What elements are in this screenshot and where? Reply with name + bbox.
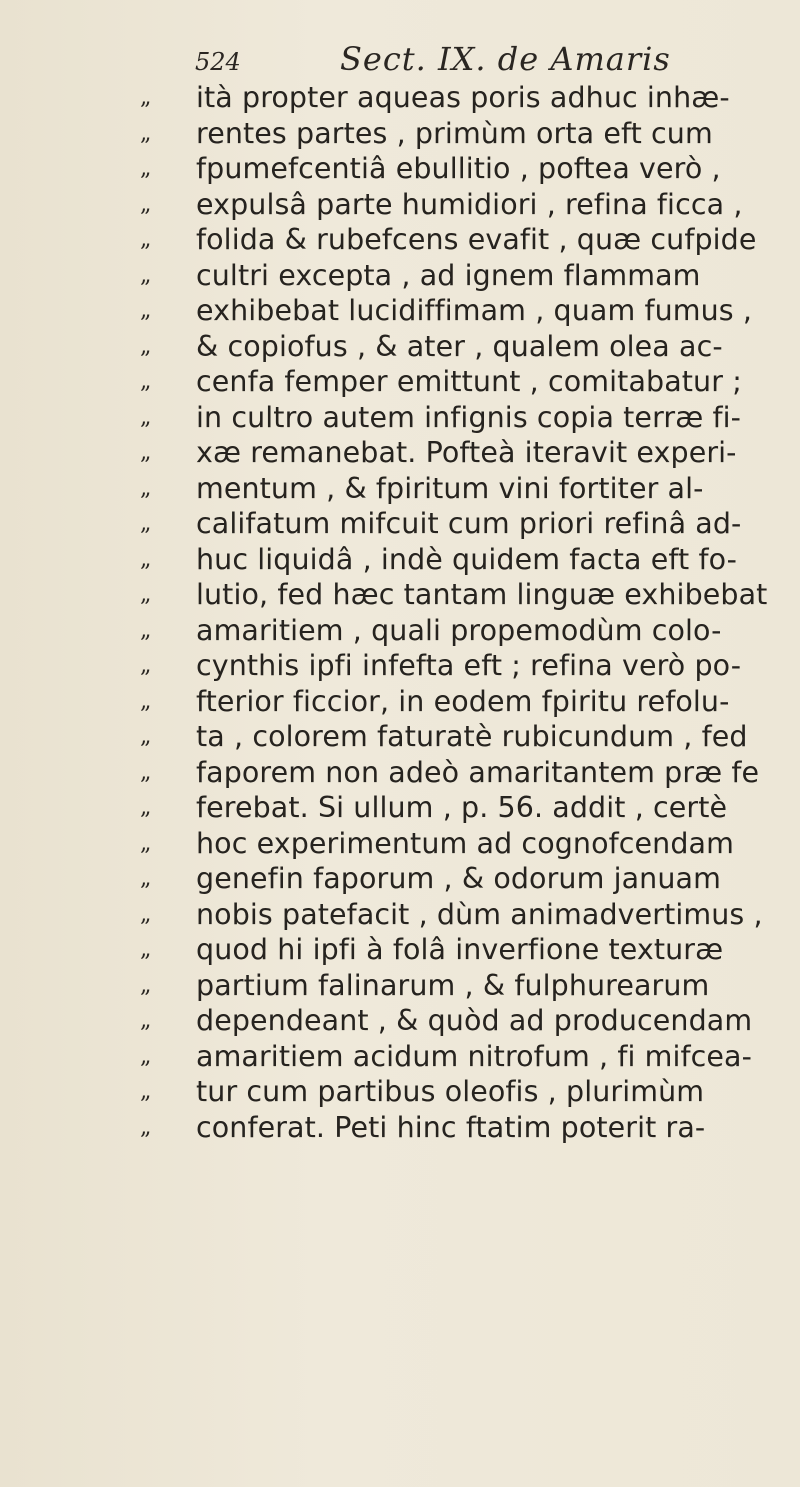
quote-mark: „ [140, 1008, 152, 1033]
text-line [140, 293, 780, 329]
line-text: fpumefcentiâ ebullitio , poftea verò , [196, 152, 721, 185]
line-text: cynthis ipfi infefta eft ; refina verò po- [196, 649, 742, 682]
quote-mark: „ [140, 866, 152, 891]
page-header [0, 26, 800, 76]
quote-mark: „ [140, 1043, 152, 1069]
quote-mark: „ [140, 298, 152, 323]
text-line [140, 400, 780, 436]
line-text: expulsâ parte humidiori , refina ficca , [196, 187, 743, 221]
text-line [140, 648, 780, 684]
line-text: faporem non adeò amaritantem præ fe [196, 755, 760, 789]
text-line [140, 577, 780, 613]
line-text: & copiofus , & ater , qualem olea ac- [196, 329, 723, 363]
quote-mark: „ [140, 830, 152, 856]
quote-mark: „ [140, 617, 152, 643]
line-text: huc liquidâ , indè quidem facta eft fo- [196, 542, 738, 576]
quote-mark: „ [140, 191, 152, 217]
text-line [140, 329, 780, 365]
text-line [140, 116, 780, 152]
line-text: tur cum partibus oleofis , plurimùm [196, 1075, 705, 1108]
running-head: Sect. IX. de Amaris [340, 40, 671, 78]
body-text [140, 80, 780, 1145]
text-line [140, 542, 780, 578]
line-text: califatum mifcuit cum priori refinâ ad- [196, 507, 742, 540]
text-line [140, 968, 780, 1004]
quote-mark: „ [140, 475, 152, 501]
text-line [140, 897, 780, 933]
quote-mark: „ [140, 688, 152, 714]
line-text: folida & rubefcens evafit , quæ cufpide [196, 223, 757, 256]
line-text: lutio, fed hæc tantam linguæ exhibebat [196, 578, 768, 611]
text-line [140, 435, 780, 471]
text-line [140, 755, 780, 791]
quote-mark: „ [140, 1079, 152, 1104]
text-line [140, 1110, 780, 1146]
text-line [140, 187, 780, 223]
text-line [140, 826, 780, 862]
quote-mark: „ [140, 227, 152, 252]
quote-mark: „ [140, 546, 152, 572]
text-line [140, 861, 780, 897]
line-text: fterior ficcior, in eodem fpiritu refolu- [196, 684, 730, 718]
quote-mark: „ [140, 511, 152, 536]
line-text: nobis patefacit , dùm animadvertimus , [196, 897, 763, 931]
quote-mark: „ [140, 1114, 152, 1140]
text-line [140, 1039, 780, 1075]
line-text: genefin faporum , & odorum januam [196, 862, 721, 895]
text-line [140, 684, 780, 720]
quote-mark: „ [140, 724, 152, 749]
line-text: in cultro autem infignis copia terræ fi- [196, 400, 741, 434]
text-line [140, 506, 780, 542]
line-text: ferebat. Si ullum , p. 56. addit , certè [196, 791, 728, 824]
text-line [140, 1003, 780, 1039]
quote-mark: „ [140, 369, 152, 394]
quote-mark: „ [140, 404, 152, 430]
text-line [140, 1074, 780, 1110]
quote-mark: „ [140, 759, 152, 785]
line-text: cenfa femper emittunt , comitabatur ; [196, 365, 742, 398]
quote-mark: „ [140, 901, 152, 927]
line-text: hoc experimentum ad cognofcendam [196, 826, 734, 860]
quote-mark: „ [140, 653, 152, 678]
line-text: amaritiem , quali propemodùm colo- [196, 613, 722, 647]
quote-mark: „ [140, 85, 152, 110]
quote-mark: „ [140, 972, 152, 998]
text-line [140, 364, 780, 400]
quote-mark: „ [140, 937, 152, 962]
line-text: partium falinarum , & fulphurearum [196, 968, 710, 1002]
quote-mark: „ [140, 156, 152, 181]
line-text: amaritiem acidum nitrofum , fi mifcea- [196, 1039, 753, 1073]
line-text: cultri excepta , ad ignem flammam [196, 258, 701, 292]
text-line [140, 151, 780, 187]
text-line [140, 471, 780, 507]
line-text: ità propter aqueas poris adhuc inhæ- [196, 81, 730, 114]
line-text: dependeant , & quòd ad producendam [196, 1004, 753, 1037]
quote-mark: „ [140, 795, 152, 820]
text-line [140, 932, 780, 968]
text-line [140, 258, 780, 294]
line-text: ta , colorem faturatè rubicundum , fed [196, 720, 748, 753]
text-line [140, 613, 780, 649]
line-text: rentes partes , primùm orta eft cum [196, 116, 713, 150]
text-line [140, 80, 780, 116]
quote-mark: „ [140, 120, 152, 146]
text-line [140, 790, 780, 826]
line-text: quod hi ipfi à folâ inverfione texturæ [196, 933, 724, 966]
quote-mark: „ [140, 440, 152, 465]
text-line [140, 222, 780, 258]
line-text: conferat. Peti hinc ftatim poterit ra- [196, 1110, 706, 1144]
page-number: 524 [195, 48, 241, 76]
line-text: xæ remanebat. Pofteà iteravit experi- [196, 436, 737, 469]
text-line [140, 719, 780, 755]
line-text: mentum , & fpiritum vini fortiter al- [196, 471, 704, 505]
line-text: exhibebat lucidiffimam , quam fumus , [196, 294, 753, 327]
quote-mark: „ [140, 333, 152, 359]
quote-mark: „ [140, 262, 152, 288]
quote-mark: „ [140, 582, 152, 607]
